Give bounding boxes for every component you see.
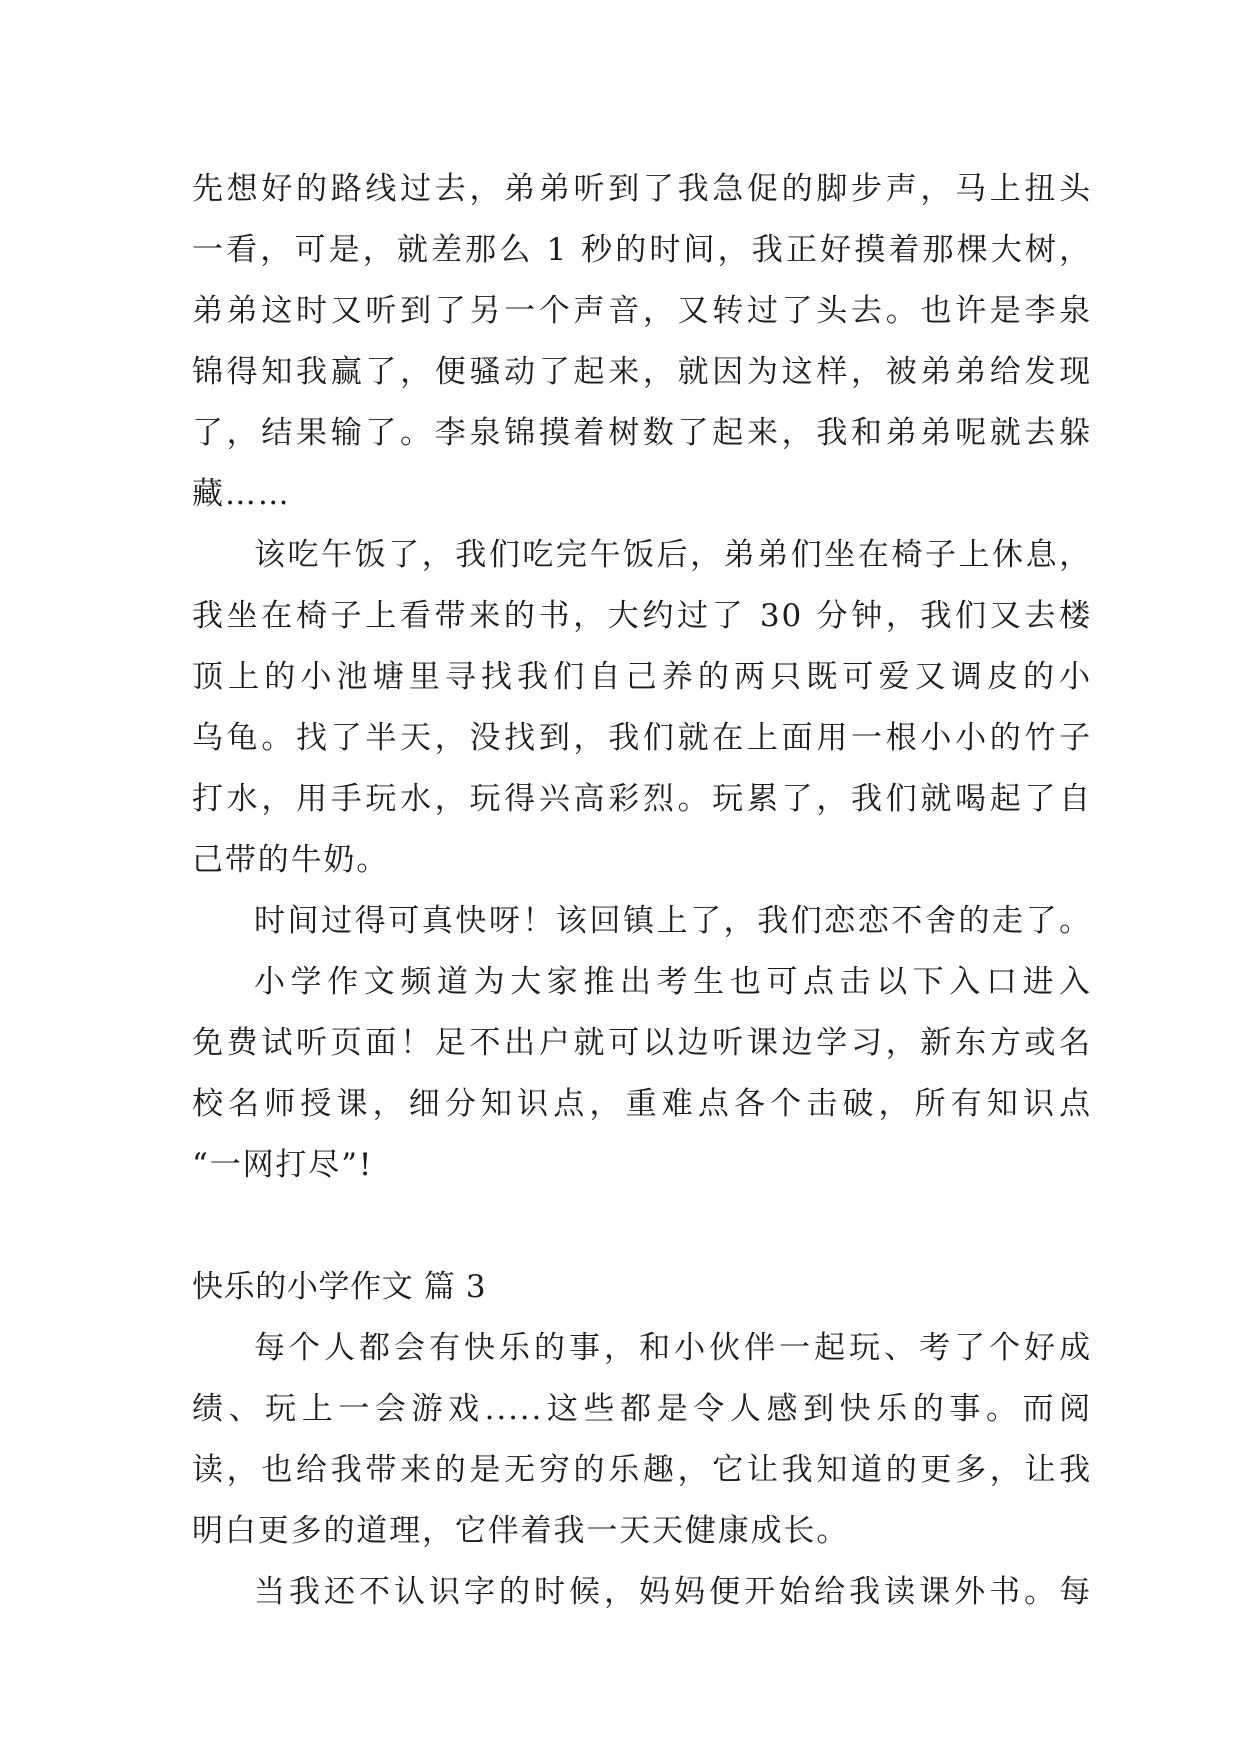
text-line: 校名师授课，细分知识点，重难点各个击破，所有知识点	[192, 1086, 1092, 1122]
text-line: 我坐在椅子上看带来的书，大约过了 30 分钟，我们又去楼	[192, 598, 1092, 634]
text-line: 读，也给我带来的是无穷的乐趣，它让我知道的更多，让我	[192, 1452, 1092, 1488]
text-line: 该吃午饭了，我们吃完午饭后，弟弟们坐在椅子上休息，	[254, 537, 1092, 573]
section-gap	[192, 1201, 1092, 1262]
text-line: 打水，用手玩水，玩得兴高彩烈。玩累了，我们就喝起了自	[192, 781, 1092, 817]
text-line: 弟弟这时又听到了另一个声音，又转过了头去。也许是李泉	[192, 293, 1092, 329]
text-line: 明白更多的道理，它伴着我一天天健康成长。	[192, 1513, 850, 1549]
text-line: 小学作文频道为大家推出考生也可点击以下入口进入	[254, 964, 1092, 1000]
text-line: 时间过得可真快呀！该回镇上了，我们恋恋不舍的走了。	[254, 903, 1092, 939]
text-line: 锦得知我赢了，便骚动了起来，就因为这样，被弟弟给发现	[192, 354, 1092, 390]
text-line: 每个人都会有快乐的事，和小伙伴一起玩、考了个好成	[254, 1330, 1092, 1366]
text-line: 了，结果输了。李泉锦摸着树数了起来，我和弟弟呢就去躲	[192, 415, 1092, 451]
text-line: 一看，可是，就差那么 1 秒的时间，我正好摸着那棵大树，	[192, 232, 1092, 268]
text-line: 先想好的路线过去，弟弟听到了我急促的脚步声，马上扭头	[192, 171, 1092, 207]
text-line: 己带的牛奶。	[192, 842, 390, 878]
text-line: 乌龟。找了半天，没找到，我们就在上面用一根小小的竹子	[192, 720, 1092, 756]
section-heading: 快乐的小学作文 篇 3	[192, 1269, 487, 1305]
text-line: 免费试听页面！足不出户就可以边听课边学习，新东方或名	[192, 1025, 1092, 1061]
text-line: 顶上的小池塘里寻找我们自己养的两只既可爱又调皮的小	[192, 659, 1092, 695]
document-body	[192, 164, 1092, 1628]
text-line: 绩、玩上一会游戏.....这些都是令人感到快乐的事。而阅	[192, 1391, 1092, 1427]
text-line: 藏……	[192, 476, 291, 512]
text-line: 当我还不认识字的时候，妈妈便开始给我读课外书。每	[254, 1574, 1092, 1610]
text-line: “一网打尽”!	[192, 1147, 374, 1183]
